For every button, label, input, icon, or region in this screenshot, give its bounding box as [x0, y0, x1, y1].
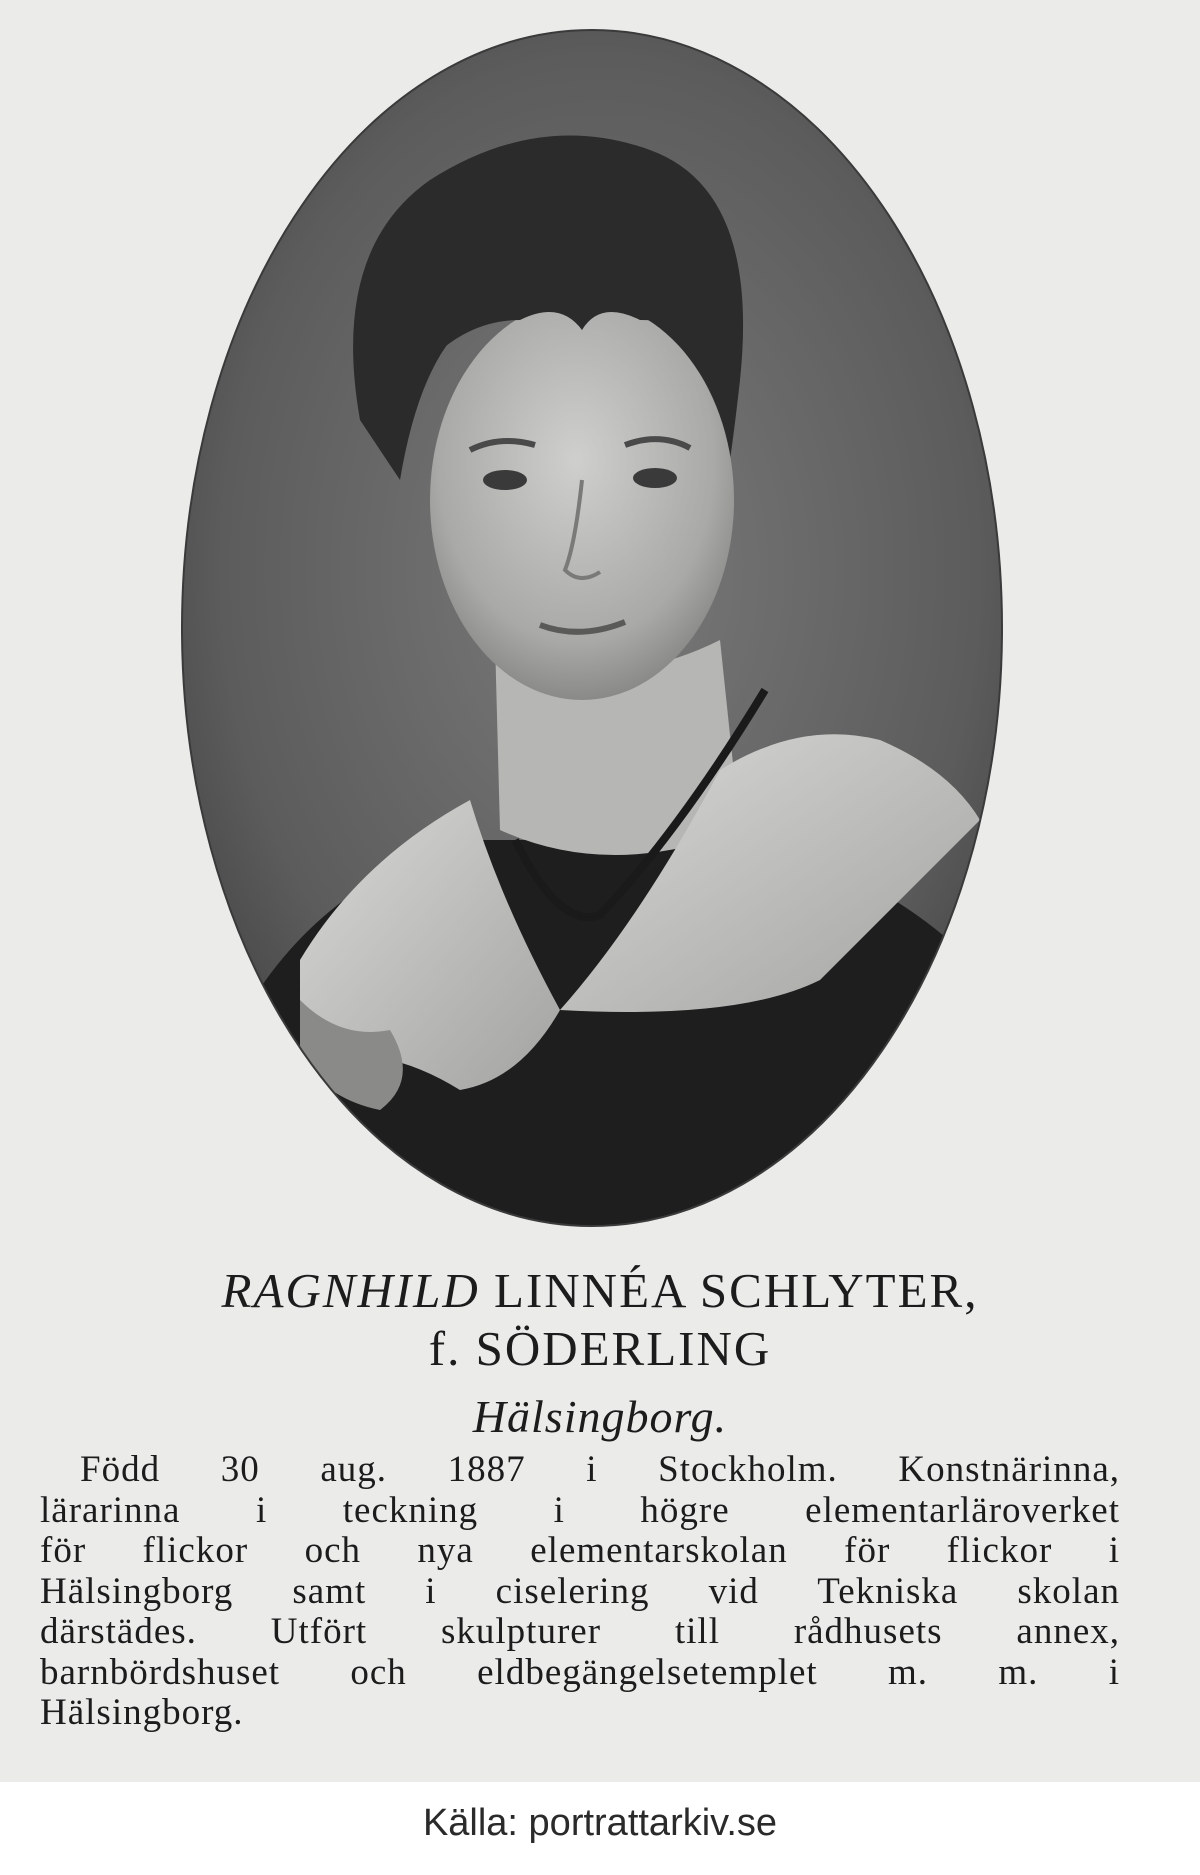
- maiden-name: f. SÖDERLING: [428, 1321, 772, 1376]
- city: Hälsingborg.: [472, 1391, 728, 1442]
- given-name: RAGNHILD: [221, 1263, 480, 1318]
- bio-line: för flickor och nya elementarskolan för flickor i: [40, 1530, 1120, 1571]
- source-credit: Källa: portrattarkiv.se: [422, 1802, 778, 1844]
- person-name: [0, 1262, 1200, 1319]
- bio-line: barnbördshuset och eldbegängelsetemplet m. m. i: [40, 1651, 1120, 1693]
- biography: [40, 1450, 1120, 1734]
- bio-line: Hälsingborg samt i ciselering vid Tekniska skolan: [40, 1570, 1120, 1612]
- bio-line: Hälsingborg.: [40, 1692, 244, 1733]
- bio-line: därstädes. Utfört skulpturer till rådhusets annex,: [40, 1611, 1120, 1652]
- bio-line: Född 30 aug. 1887 i Stockholm. Konstnärinna,: [80, 1449, 1120, 1490]
- bio-line: lärarinna i teckning i högre elementarläroverket: [40, 1489, 1120, 1531]
- name-rest: LINNÉA SCHLYTER,: [494, 1263, 979, 1318]
